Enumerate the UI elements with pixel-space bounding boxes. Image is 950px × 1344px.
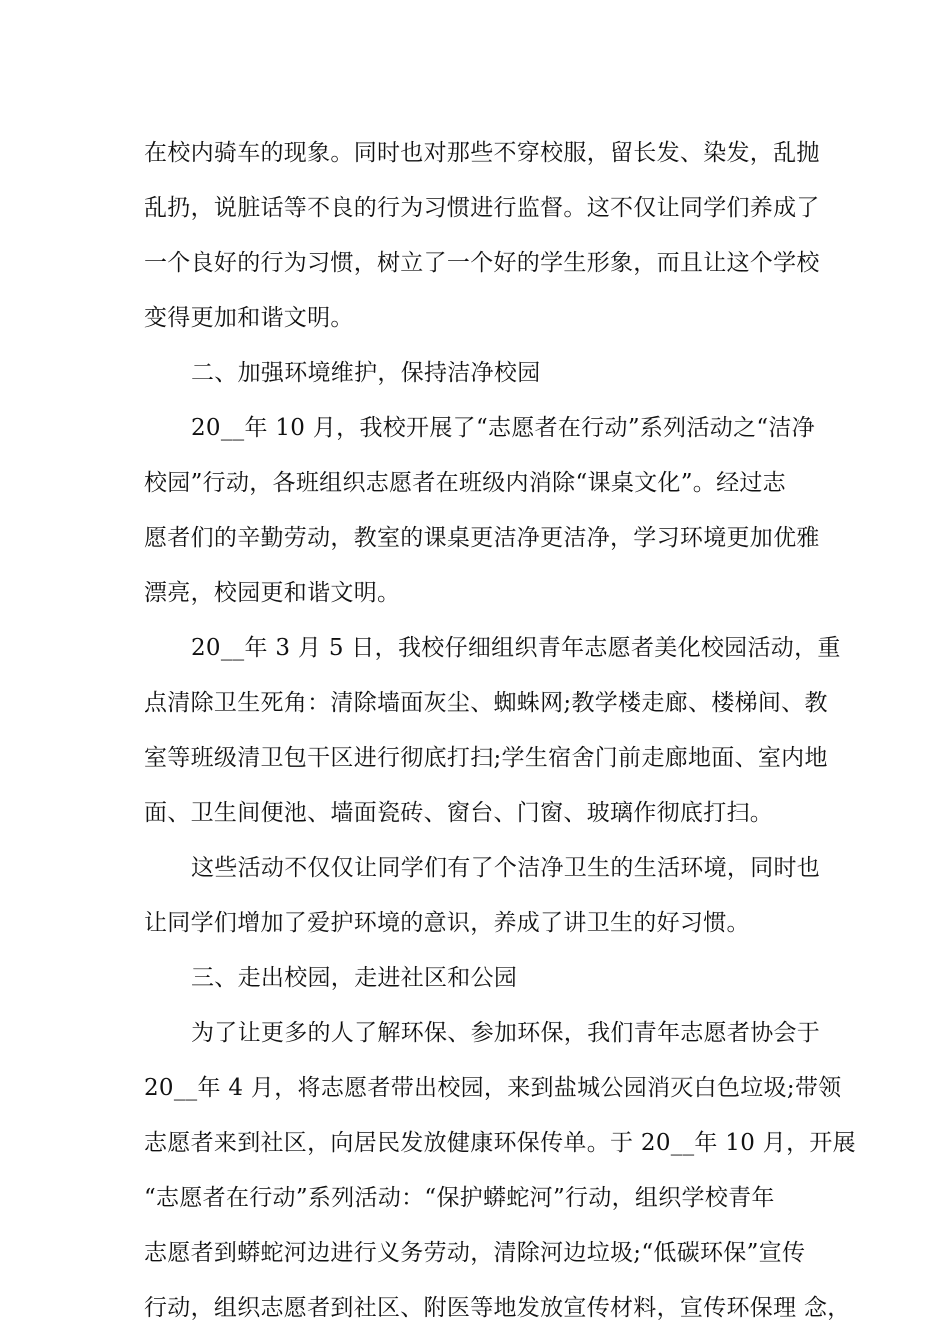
section-heading: 三、走出校园，走进社区和公园 bbox=[191, 965, 518, 991]
text-line: 室等班级清卫包干区进行彻底打扫;学生宿舍门前走廊地面、室内地 bbox=[144, 745, 828, 771]
text-line: 一个良好的行为习惯，树立了一个好的学生形象，而且让这个学校 bbox=[144, 250, 820, 276]
text-line: 愿者们的辛勤劳动，教室的课桌更洁净更洁净，学习环境更加优雅 bbox=[144, 525, 820, 551]
text-line: 为了让更多的人了解环保、参加环保，我们青年志愿者协会于 bbox=[191, 1020, 821, 1046]
text-line: 20__年 3 月 5 日，我校仔细组织青年志愿者美化校园活动，重 bbox=[191, 635, 841, 661]
section-heading: 二、加强环境维护，保持洁净校园 bbox=[191, 360, 541, 386]
text-line: 乱扔，说脏话等不良的行为习惯进行监督。这不仅让同学们养成了 bbox=[144, 195, 820, 221]
text-line: 志愿者来到社区，向居民发放健康环保传单。于 20__年 10 月，开展 bbox=[144, 1130, 856, 1156]
text-line: 校园”行动，各班组织志愿者在班级内消除“课桌文化”。经过志 bbox=[144, 470, 786, 496]
text-line: 在校内骑车的现象。同时也对那些不穿校服，留长发、染发，乱抛 bbox=[144, 140, 820, 166]
text-line: 20__年 10 月，我校开展了“志愿者在行动”系列活动之“洁净 bbox=[191, 415, 816, 441]
text-line: 点清除卫生死角：清除墙面灰尘、蜘蛛网;教学楼走廊、楼梯间、教 bbox=[144, 690, 828, 716]
text-line: 20__年 4 月，将志愿者带出校园，来到盐城公园消灭白色垃圾;带领 bbox=[144, 1075, 842, 1101]
text-line: 这些活动不仅仅让同学们有了个洁净卫生的生活环境，同时也 bbox=[191, 855, 821, 881]
text-line: 变得更加和谐文明。 bbox=[144, 305, 354, 331]
text-line: 面、卫生间便池、墙面瓷砖、窗台、门窗、玻璃作彻底打扫。 bbox=[144, 800, 774, 826]
text-line: “志愿者在行动”系列活动：“保护蟒蛇河”行动，组织学校青年 bbox=[144, 1185, 775, 1211]
text-line: 让同学们增加了爱护环境的意识，养成了讲卫生的好习惯。 bbox=[144, 910, 750, 936]
text-line: 志愿者到蟒蛇河边进行义务劳动，清除河边垃圾;“低碳环保”宣传 bbox=[144, 1240, 806, 1266]
text-line: 漂亮，校园更和谐文明。 bbox=[144, 580, 401, 606]
text-line: 行动，组织志愿者到社区、附医等地发放宣传材料，宣传环保理 念， bbox=[144, 1295, 851, 1321]
